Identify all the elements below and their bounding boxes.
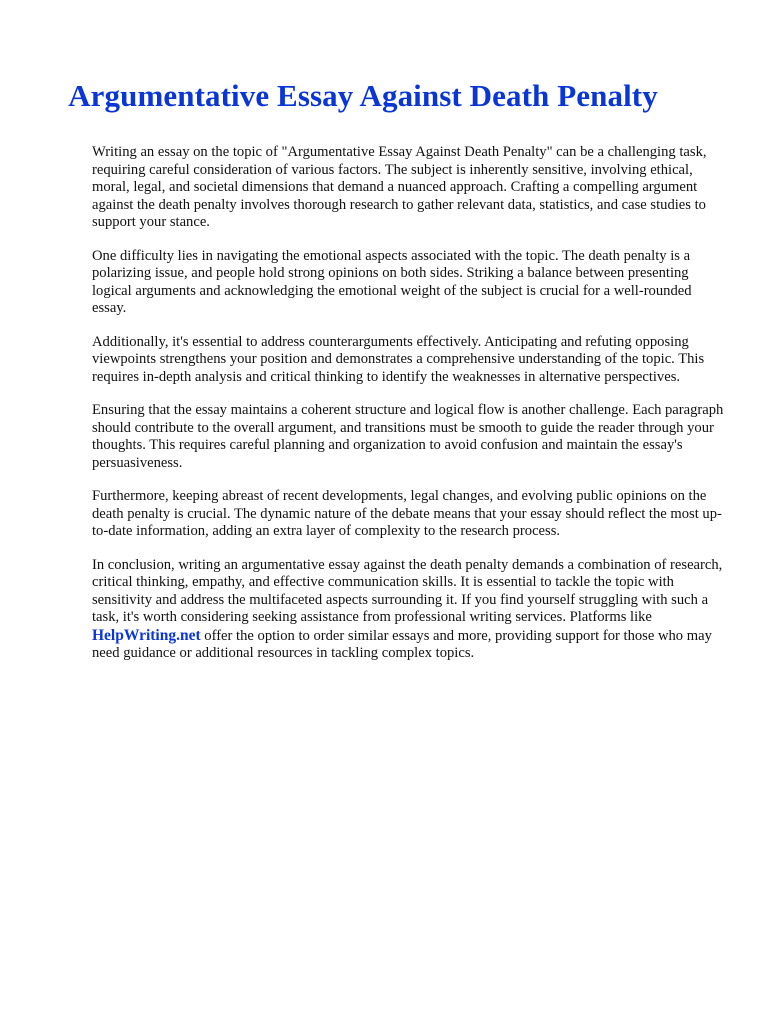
essay-body <box>92 144 724 663</box>
conclusion-text-before-link: In conclusion, writing an argumentative essay against the death penalty demands a combination of research, critical thinking, empathy, and effective communication skills. It is essential to tackle the topic with sensitivity and address the multifaceted aspects surrounding it. If you find yourself struggling with such a task, it's worth considering seeking assistance from professional writing services. Platforms like <box>92 556 723 625</box>
page-title: Argumentative Essay Against Death Penalty <box>68 78 658 113</box>
paragraph-4: Ensuring that the essay maintains a coherent structure and logical flow is another challenge. Each paragraph should contribute to the overall argument, and transitions must be smooth to guide the reader through your thoughts. This requires careful planning and organization to avoid confusion and maintain the essay's persuasiveness. <box>92 402 724 471</box>
paragraph-conclusion <box>92 557 724 663</box>
conclusion-text-after-link: offer the option to order similar essays and more, providing support for those who may need guidance or additional resources in tackling complex topics. <box>92 627 712 661</box>
paragraph-3: Additionally, it's essential to address counterarguments effectively. Anticipating and refuting opposing viewpoints strengthens your position and demonstrates a comprehensive understanding of the topic. This requires in-depth analysis and critical thinking to identify the weaknesses in alternative perspectives. <box>92 333 705 385</box>
paragraph-2: One difficulty lies in navigating the emotional aspects associated with the topic. The death penalty is a polarizing issue, and people hold strong opinions on both sides. Striking a balance between presenting logical arguments and acknowledging the emotional weight of the subject is crucial for a well-rounded essay. <box>92 247 692 316</box>
paragraph-1: Writing an essay on the topic of "Argumentative Essay Against Death Penalty" can be a challenging task, requiring careful consideration of various factors. The subject is inherently sensitive, involving ethical, moral, legal, and societal dimensions that demand a nuanced approach. Crafting a compelling argument against the death penalty involves thorough research to gather relevant data, statistics, and case studies to support your stance. <box>92 144 707 230</box>
paragraph-5: Furthermore, keeping abreast of recent developments, legal changes, and evolving public opinions on the death penalty is crucial. The dynamic nature of the debate means that your essay should reflect the most up-to-date information, adding an extra layer of complexity to the research process. <box>92 488 722 539</box>
helpwriting-link[interactable]: HelpWriting.net <box>92 626 201 644</box>
